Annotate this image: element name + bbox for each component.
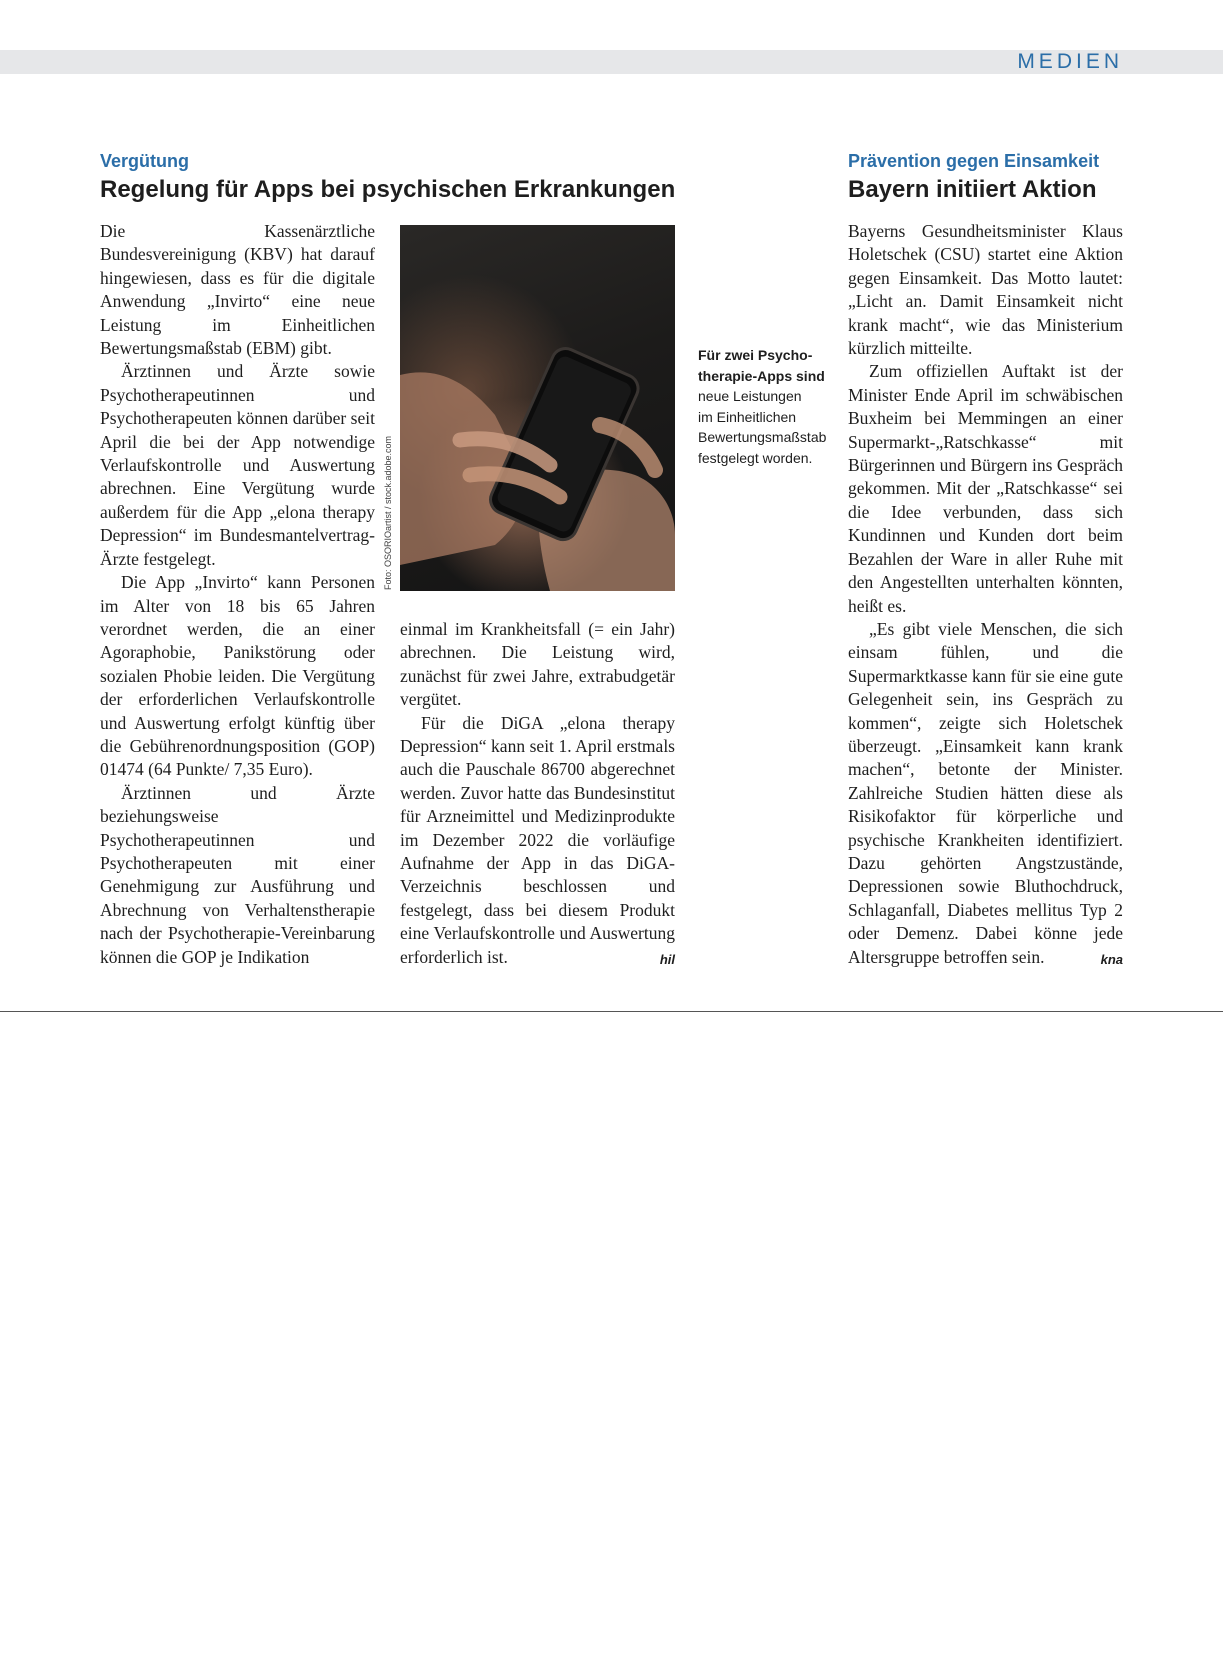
article-photo bbox=[400, 225, 675, 591]
author-signature: kna bbox=[1100, 951, 1123, 967]
paragraph: „Es gibt viele Menschen, die sich einsam fühlen, und die Supermarktkasse kann für sie eine gute Gelegenheit sein, ins Gespräch zu kommen“, zeigte sich Holetschek überzeugt. „Einsamkeit kann krank machen“, betonte der Minister. Zahlreiche Studien hätten diese als Risikofaktor für körperliche und psychische Krankheiten identifiziert. Dazu gehörten Angstzustände, Depressionen sowie Bluthochdruck, Schlaganfall, Diabetes mellitus Typ 2 oder Demenz. Dabei könne jede Altersgruppe betroffen sein. kna bbox=[848, 618, 1123, 969]
author-signature: hil bbox=[659, 951, 675, 967]
hands-holding-phone-image bbox=[400, 225, 675, 591]
paragraph: Die App „Invirto“ kann Personen im Alter von 18 bis 65 Jahren verordnet werden, die an einer Agoraphobie, Panikstörung oder sozialen Phobie leiden. Die Vergütung der erforderlichen Verlaufskontrolle und Auswertung erfolgt künftig über die Gebührenordnungsposition (GOP) 01474 (64 Punkte/ 7,35 Euro). bbox=[100, 572, 375, 780]
article-right-column bbox=[848, 220, 1123, 971]
article-left-column-1 bbox=[100, 220, 375, 969]
article-right-kicker: Prävention gegen Einsamkeit bbox=[848, 151, 1100, 171]
section-label: MEDIEN bbox=[1017, 50, 1123, 73]
caption-line: festgelegt worden. bbox=[698, 449, 813, 466]
article-right-headline: Bayern initiiert Aktion bbox=[848, 176, 1097, 203]
photo-caption bbox=[698, 345, 828, 468]
paragraph: Für die DiGA „elona therapy Depression“ kann seit 1. April erstmals auch die Pauschale 86700 abgerechnet werden. Zuvor hatte das Bundesinstitut für Arzneimittel und Medizinprodukte im Dezember 2022 die vorläufige Aufnahme der App in das DiGA-Verzeichnis beschlossen und festgelegt, dass bei diesem Produkt eine Verlaufskontrolle und Auswertung erforderlich ist. hil bbox=[400, 712, 675, 969]
caption-line: im Einheitlichen bbox=[698, 408, 797, 425]
caption-line: Bewertungsmaßstab bbox=[698, 429, 827, 445]
article-left-kicker: Vergütung bbox=[100, 151, 189, 171]
article-left-column-2 bbox=[400, 618, 675, 971]
caption-line: neue Leistungen bbox=[698, 388, 802, 404]
caption-line: therapie-Apps sind bbox=[698, 367, 825, 384]
paragraph: Ärztinnen und Ärzte beziehungsweise Psychotherapeutinnen und Psychotherapeuten mit einer Genehmigung zur Ausführung und Abrechnung von Verhaltenstherapie nach der Psychotherapie-Vereinbarung können die GOP je Indikation bbox=[100, 782, 375, 967]
bottom-rule bbox=[0, 1011, 1223, 1012]
photo-credit: Foto: OSORIOartist / stock.adobe.com bbox=[383, 435, 393, 590]
paragraph: Bayerns Gesundheitsminister Klaus Holetschek (CSU) startet eine Aktion gegen Einsamkeit. Das Motto lautet: „Licht an. Damit Einsamkeit nicht krank macht“, wie das Ministerium kürzlich mitteilte. bbox=[848, 221, 1123, 359]
paragraph: Ärztinnen und Ärzte sowie Psychotherapeutinnen und Psychotherapeuten können darüber seit April die bei der App notwendige Verlaufskontrolle und Auswertung abrechnen. Eine Vergütung wurde außerdem für die App „elona therapy Depression“ im Bundesmantelvertrag-Ärzte festgelegt. bbox=[100, 361, 375, 569]
paragraph: Die Kassenärztliche Bundesvereinigung (KBV) hat darauf hingewiesen, dass es für die digitale Anwendung „Invirto“ eine neue Leistung im Einheitlichen Bewertungsmaßstab (EBM) gibt. bbox=[100, 221, 375, 359]
paragraph: Zum offiziellen Auftakt ist der Minister Ende April im schwäbischen Buxheim bei Memmingen an einer Supermarkt-„Ratschkasse“ mit Bürgerinnen und Bürgern ins Gespräch gekommen. Mit der „Ratschkasse“ sei die Idee verbunden, dass sich Kundinnen und Kunden dort beim Bezahlen der Ware in aller Ruhe mit den Angestellten unterhalten könnten, heißt es. bbox=[848, 361, 1123, 616]
caption-line: Für zwei Psycho- bbox=[698, 347, 813, 363]
paragraph: einmal im Krankheitsfall (= ein Jahr) abrechnen. Die Leistung wird, zunächst für zwei Jahre, extrabudgetär vergütet. bbox=[400, 619, 675, 710]
article-left-headline: Regelung für Apps bei psychischen Erkrankungen bbox=[100, 176, 676, 203]
